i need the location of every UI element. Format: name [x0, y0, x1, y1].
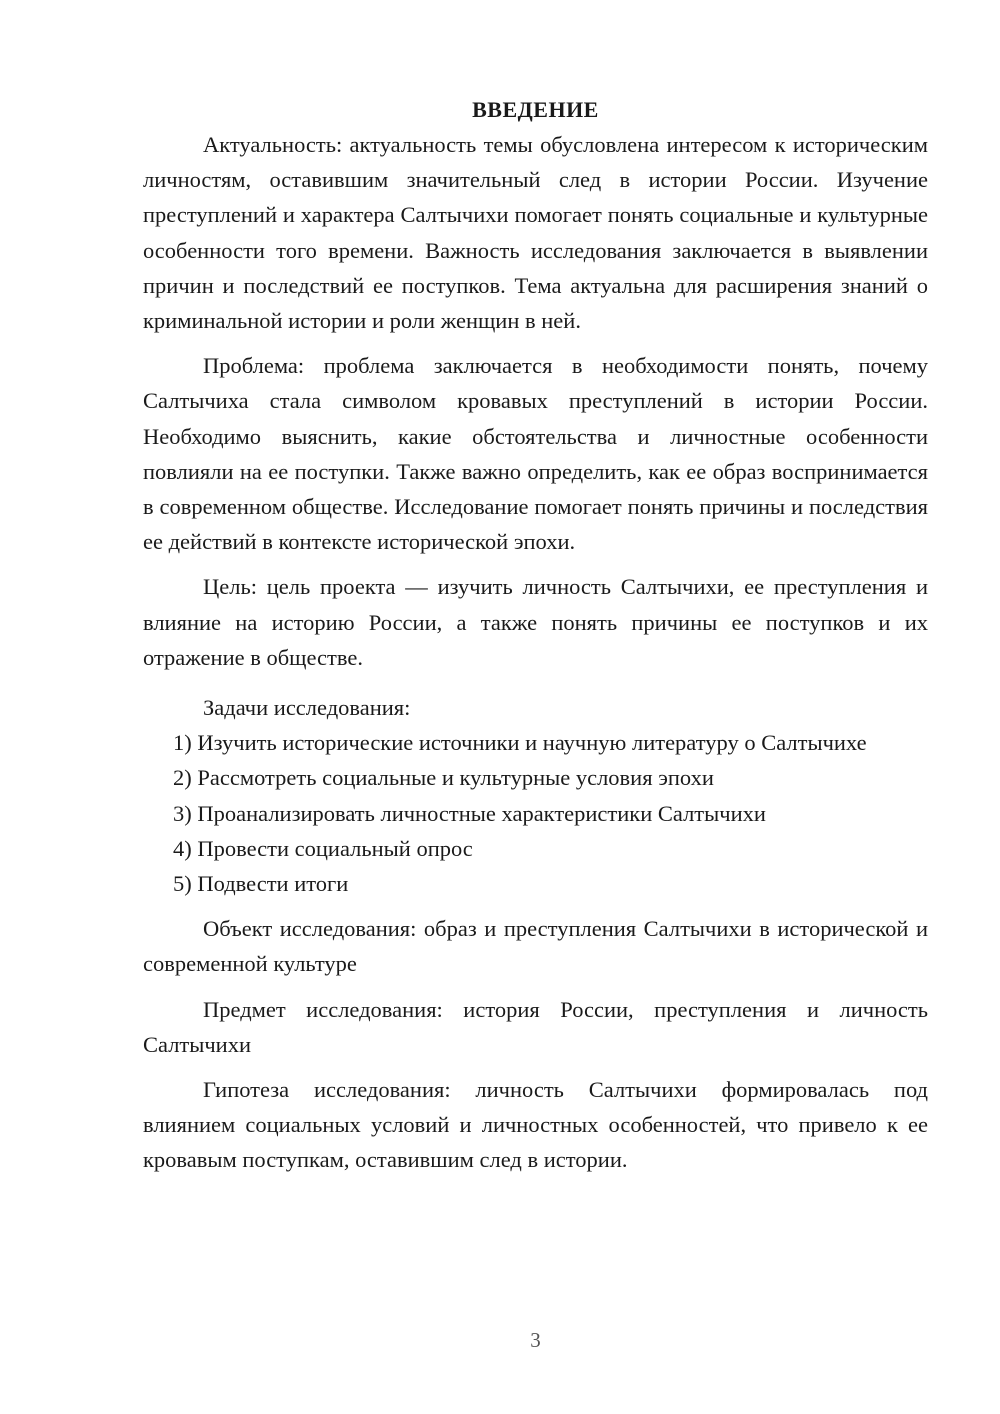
goal-paragraph: Цель: цель проекта — изучить личность Салтычихи, ее преступления и влияние на историю России, а также понять причины ее поступков и их отражение в обществе.	[143, 574, 928, 670]
task-item: 4) Провести социальный опрос	[173, 835, 473, 861]
section-heading: ВВЕДЕНИЕ	[472, 97, 599, 122]
task-item: 3) Проанализировать личностные характеристики Салтычихи	[173, 800, 766, 826]
object-paragraph: Объект исследования: образ и преступления Салтычихи в исторической и современной культуре	[143, 916, 928, 977]
hypothesis-paragraph: Гипотеза исследования: личность Салтычихи формировалась под влиянием социальных условий и личностных особенностей, что привело к ее кровавым поступкам, оставившим след в истории.	[143, 1077, 928, 1173]
task-item: 1) Изучить исторические источники и научную литературу о Салтычихе	[173, 730, 867, 756]
task-item: 2) Рассмотреть социальные и культурные условия эпохи	[173, 765, 714, 791]
document-page	[143, 92, 928, 1178]
problem-paragraph: Проблема: проблема заключается в необходимости понять, почему Салтычиха стала символом кровавых преступлений в истории России. Необходимо выяснить, какие обстоятельства и личностные особенности повлияли на ее поступки. Также важно определить, как ее образ воспринимается в современном обществе. Исследование помогает понять причины и последствия ее действий в контексте исторической эпохи.	[143, 353, 928, 555]
relevance-paragraph: Актуальность: актуальность темы обусловлена интересом к историческим личностям, оставившим значительный след в истории России. Изучение преступлений и характера Салтычихи помогает понять социальные и культурные особенности того времени. Важность исследования заключается в выявлении причин и последствий ее поступков. Тема актуальна для расширения знаний о криминальной истории и роли женщин в ней.	[143, 132, 928, 334]
task-item: 5) Подвести итоги	[173, 871, 349, 897]
page-number: 3	[530, 1328, 541, 1352]
subject-paragraph: Предмет исследования: история России, преступления и личность Салтычихи	[143, 996, 928, 1057]
tasks-heading: Задачи исследования:	[203, 695, 411, 721]
tasks-list	[143, 725, 928, 901]
